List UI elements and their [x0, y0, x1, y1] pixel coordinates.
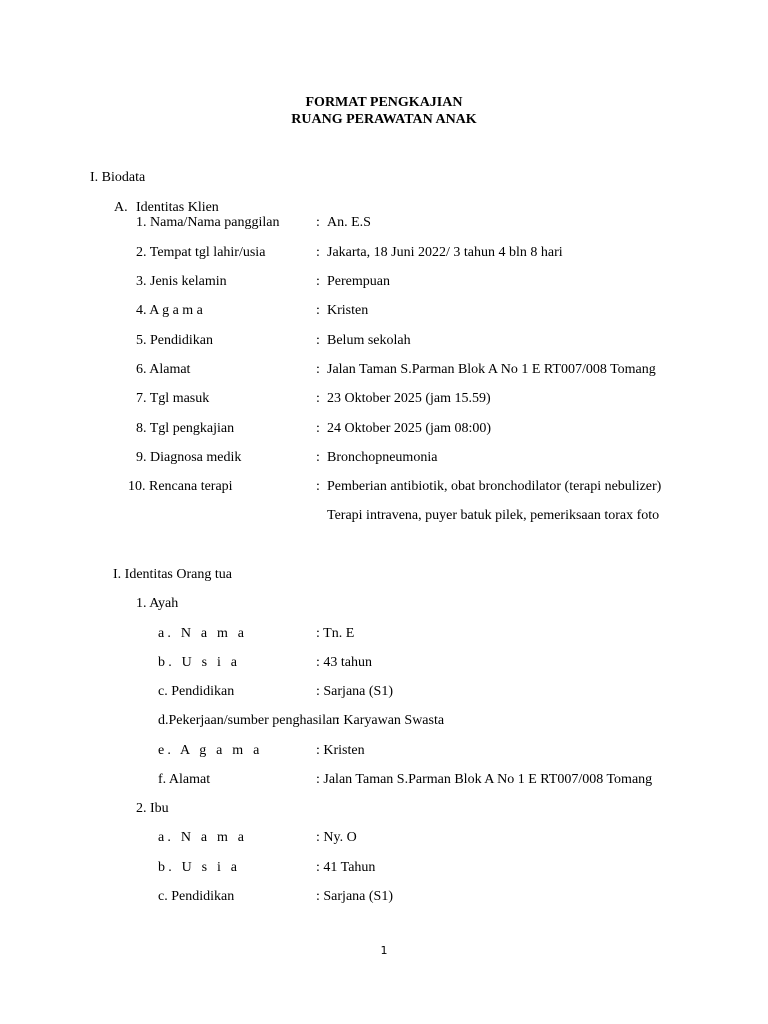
mother-row-label: a. N a m a: [158, 830, 248, 845]
father-row-value: : 43 tahun: [316, 655, 372, 670]
father-row-label: b. U s i a: [158, 655, 241, 670]
mother-row-value: : Sarjana (S1): [316, 889, 393, 904]
father-row-value: : Karyawan Swasta: [336, 713, 445, 728]
client-row-colon: :: [316, 362, 320, 377]
client-row-colon: :: [316, 450, 320, 465]
mother-row-label: c. Pendidikan: [158, 889, 235, 904]
father-row-label: c. Pendidikan: [158, 684, 235, 699]
client-row-value: An. E.S: [327, 215, 371, 230]
mother-row-value: : 41 Tahun: [316, 860, 376, 875]
client-row-label: 9. Diagnosa medik: [136, 450, 242, 465]
client-row-colon: :: [316, 391, 320, 406]
client-row-label: 5. Pendidikan: [136, 333, 213, 348]
client-row-label: 3. Jenis kelamin: [136, 274, 227, 289]
father-row-label: f. Alamat: [158, 772, 211, 787]
client-row-value: 23 Oktober 2025 (jam 15.59): [327, 391, 491, 406]
document-subtitle: RUANG PERAWATAN ANAK: [291, 112, 477, 127]
client-row-value: Belum sekolah: [327, 333, 411, 348]
client-heading: Identitas Klien: [136, 200, 219, 215]
client-row-label: 1. Nama/Nama panggilan: [136, 215, 280, 230]
client-row-value: Jakarta, 18 Juni 2022/ 3 tahun 4 bln 8 hari: [327, 245, 563, 260]
client-row-colon: :: [316, 479, 320, 494]
client-row-colon: :: [316, 274, 320, 289]
client-row-colon: :: [316, 333, 320, 348]
mother-heading: 2. Ibu: [136, 801, 169, 816]
father-row-label: e. A g a m a: [158, 743, 263, 758]
client-row-value: Perempuan: [327, 274, 390, 289]
father-row-value: : Sarjana (S1): [316, 684, 393, 699]
mother-row-label: b. U s i a: [158, 860, 241, 875]
client-row-colon: :: [316, 303, 320, 318]
client-row-value: Bronchopneumonia: [327, 450, 438, 465]
client-row-value: Pemberian antibiotik, obat bronchodilator (terapi nebulizer): [327, 479, 662, 494]
client-row-value: 24 Oktober 2025 (jam 08:00): [327, 421, 492, 436]
father-row-label: d.Pekerjaan/sumber penghasilan: [158, 713, 340, 728]
client-row-label: 10. Rencana terapi: [128, 479, 233, 494]
mother-row-value: : Ny. O: [316, 830, 357, 845]
client-row-label: 4. A g a m a: [136, 303, 203, 318]
client-row-value: Kristen: [327, 303, 369, 318]
father-heading: 1. Ayah: [136, 596, 179, 611]
client-row-label: 8. Tgl pengkajian: [136, 421, 235, 436]
client-row-label: 7. Tgl masuk: [136, 391, 210, 406]
father-row-value: : Jalan Taman S.Parman Blok A No 1 E RT007/008 Tomang: [316, 772, 653, 787]
father-row-value: : Tn. E: [316, 626, 355, 641]
father-row-value: : Kristen: [316, 743, 365, 758]
father-row-label: a. N a m a: [158, 626, 248, 641]
parents-heading: I. Identitas Orang tua: [113, 567, 232, 582]
client-row-label: 6. Alamat: [136, 362, 191, 377]
therapy-continuation: Terapi intravena, puyer batuk pilek, pemeriksaan torax foto: [327, 508, 660, 523]
client-row-colon: :: [316, 215, 320, 230]
page-number: 1: [380, 944, 388, 957]
client-row-colon: :: [316, 245, 320, 260]
client-row-colon: :: [316, 421, 320, 436]
section-biodata-heading: I. Biodata: [90, 170, 146, 185]
client-heading-marker: A.: [114, 200, 128, 215]
document-title: FORMAT PENGKAJIAN: [305, 95, 463, 110]
client-row-value: Jalan Taman S.Parman Blok A No 1 E RT007/008 Tomang: [327, 362, 656, 377]
client-row-label: 2. Tempat tgl lahir/usia: [136, 245, 266, 260]
